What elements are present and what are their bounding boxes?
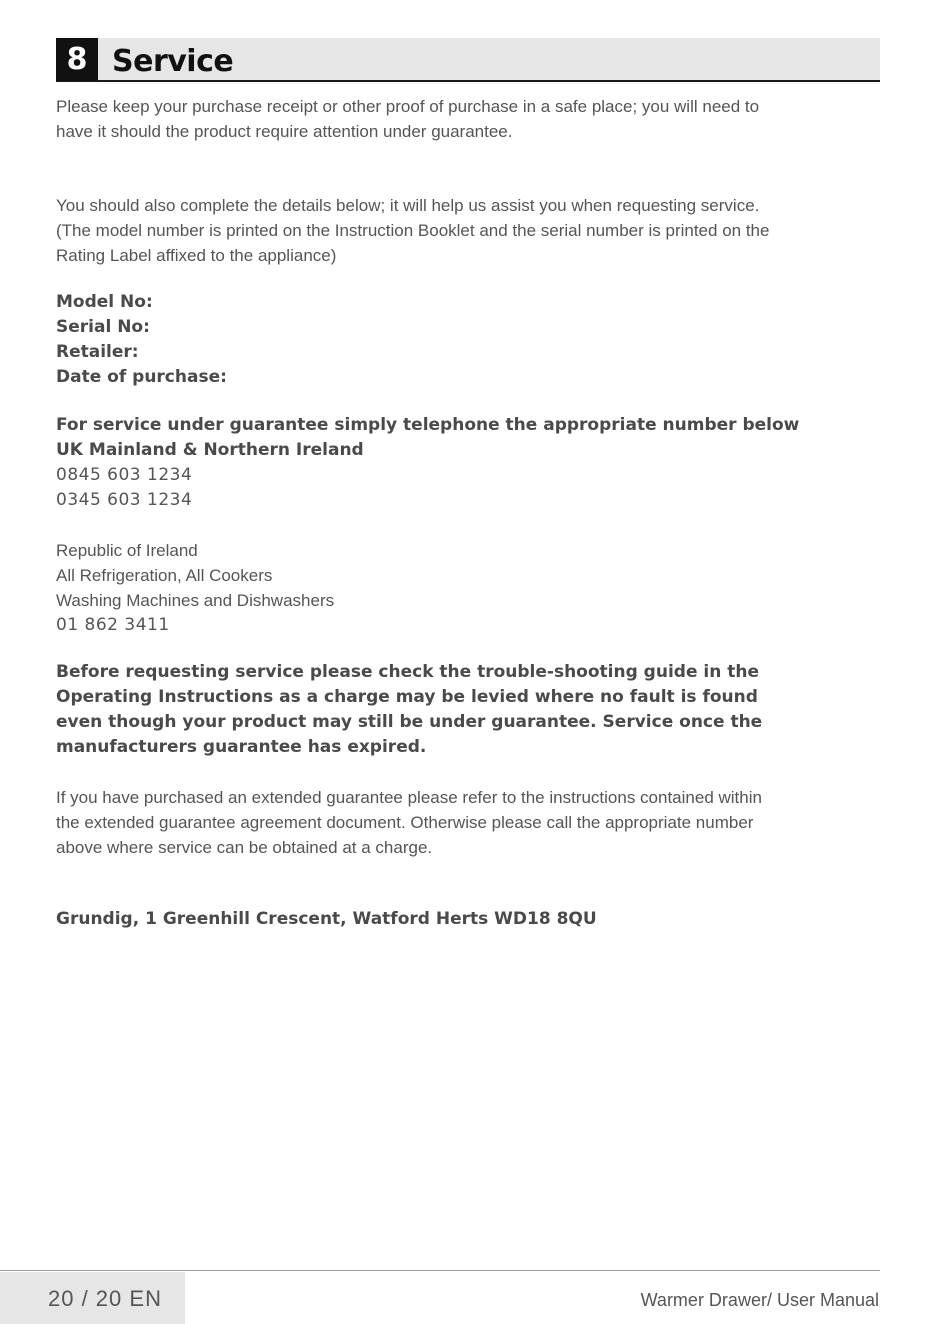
page-title: Service [112, 44, 234, 79]
service-heading: For service under guarantee simply telephone the appropriate number below [56, 415, 800, 435]
date-of-purchase-label: Date of purchase: [56, 367, 227, 387]
intro-line: have it should the product require attention under guarantee. [56, 122, 513, 141]
serial-no-label: Serial No: [56, 317, 150, 337]
region-roi-label: Republic of Ireland [56, 541, 198, 560]
page-number: 20 / 20 EN [48, 1286, 162, 1311]
details-note-line: You should also complete the details below; it will help us assist you when requesting service. [56, 196, 760, 215]
extended-line: above where service can be obtained at a charge. [56, 838, 433, 857]
details-note-line: (The model number is printed on the Instruction Booklet and the serial number is printed on the [56, 221, 770, 240]
retailer-label: Retailer: [56, 342, 139, 362]
service-warning [56, 660, 876, 760]
product-details-fields [56, 290, 876, 390]
service-contacts [56, 413, 876, 638]
uk-phone-number: 0845 603 1234 [56, 465, 193, 485]
document-title: Warmer Drawer/ User Manual [640, 1290, 879, 1310]
company-address [56, 907, 876, 932]
extended-line: the extended guarantee agreement document. Otherwise please call the appropriate number [56, 813, 754, 832]
roi-phone-number: 01 862 3411 [56, 615, 170, 635]
page-content [56, 94, 876, 932]
extended-guarantee-paragraph [56, 785, 876, 860]
warning-line: manufacturers guarantee has expired. [56, 737, 427, 757]
details-note-line: Rating Label affixed to the appliance) [56, 246, 337, 265]
warning-line: Operating Instructions as a charge may be levied where no fault is found [56, 687, 758, 707]
roi-contact [56, 538, 876, 638]
chapter-number-badge: 8 [56, 38, 98, 81]
roi-products-line: Washing Machines and Dishwashers [56, 591, 335, 610]
warning-line: even though your product may still be under guarantee. Service once the [56, 712, 763, 732]
footer-rule [0, 1270, 880, 1271]
details-note-paragraph [56, 193, 876, 268]
intro-paragraph [56, 94, 876, 144]
extended-line: If you have purchased an extended guarantee please refer to the instructions contained within [56, 788, 762, 807]
address-line: Grundig, 1 Greenhill Crescent, Watford Herts WD18 8QU [56, 909, 597, 929]
uk-phone-number: 0345 603 1234 [56, 490, 193, 510]
region-uk-heading: UK Mainland & Northern Ireland [56, 440, 364, 460]
warning-line: Before requesting service please check the trouble-shooting guide in the [56, 662, 760, 682]
intro-line: Please keep your purchase receipt or other proof of purchase in a safe place; you will need to [56, 97, 760, 116]
model-no-label: Model No: [56, 292, 153, 312]
roi-products-line: All Refrigeration, All Cookers [56, 566, 273, 585]
